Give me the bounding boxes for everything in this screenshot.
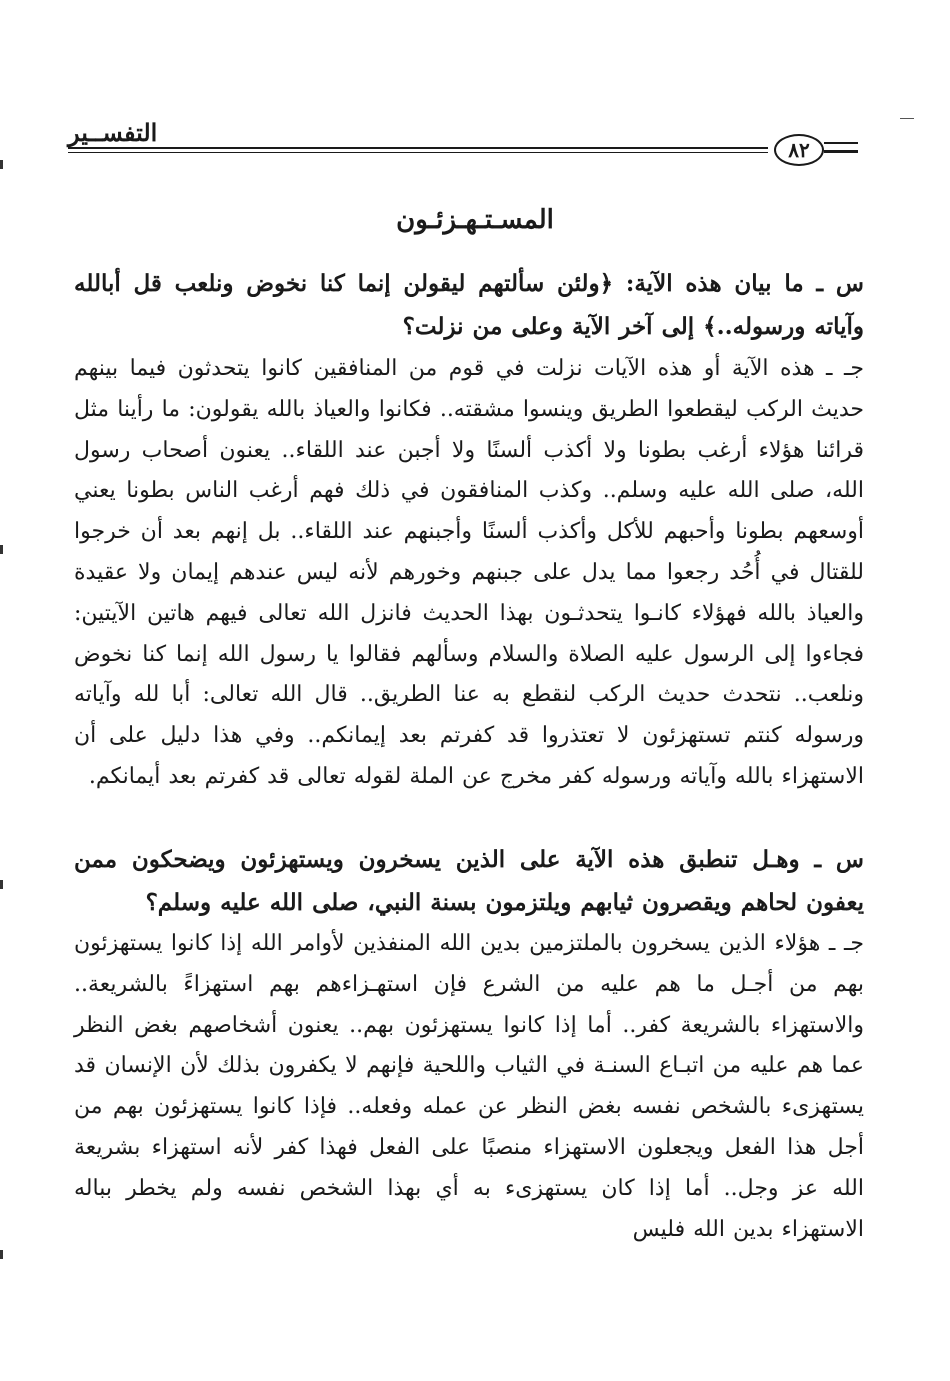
question-2: س ـ وهـل تنطبق هذه الآية على الذين يسخرون ويستهزئون ويضحكون ممن يعفون لحاهم ويقصرون ثيابهم ويلتزمون بسنة النبي، صلى الله عليه وسلم؟ [74, 846, 864, 916]
header-ornament-line-thick [824, 150, 858, 153]
answer-1: جـ ـ هذه الآية أو هذه الآيات نزلت في قوم من المنافقين كانوا يتحدثون فيما بينهم حديث الركب ليقطعوا الطريق وينسوا مشقته.. فكانوا والعياذ بالله يقولون: ما رأينا مثل قرائنا هؤلاء أرغب بطونا ولا أكذب ألسنًا ولا أجبن عند اللقاء.. يعنون أصحاب رسول الله، صلى الله عليه وسلم.. وكذب المنافقون في ذلك فهم أرغب الناس بطونا يعني أوسعهم بطونا وأحبهم للأكل وأكذب ألسنًا وأجبنهم عند اللقاء.. بل إنهم بعد أن خرجوا للقتال في أُحُد رجعوا مما يدل على جبنهم وخورهم لأنه ليس عندهم إيمان ولا عقيدة والعياذ بالله فهؤلاء كانـوا يتحدثـون بهذا الحديث فانزل الله تعالى فيهم هاتين الآيتين: فجاءوا إلى الرسول عليه الصلاة والسلام وسألهم فقالوا يا رسول الله إنما كنا نخوض ونلعب.. نتحدث حديث الركب لنقطع به عنا الطريق.. قال الله تعالى: أبا لله وآياته ورسوله كنتم تستهزئون لا تعتذروا قد كفرتم بعد إيمانكم.. وفي هذا دليل على أن الاستهزاء بالله وآياته ورسوله كفر مخرج عن الملة لقوله تعالى قد كفرتم بعد أيمانكم. [74, 356, 864, 789]
header-rule-thin [68, 152, 768, 153]
scan-corner-mark [900, 118, 914, 119]
scan-margin-mark [0, 545, 3, 554]
scan-margin-mark [0, 1250, 3, 1259]
scan-margin-mark [0, 160, 3, 169]
page-header [68, 118, 858, 168]
header-ornament-line [824, 142, 858, 144]
header-rule [68, 147, 768, 149]
question-1: س ـ ما بيان هذه الآية: ﴿ولئن سألتهم ليقولن إنما كنا نخوض ونلعب قل أبالله وآياته ورسوله..﴾ إلى آخر الآية وعلى من نزلت؟ [74, 270, 864, 340]
answer-2: جـ ـ هؤلاء الذين يسخرون بالملتزمين بدين الله المنفذين لأوامر الله إذا كانوا يستهزئون بهم من أجـل ما هم عليه من الشرع فإن استهـزاءهم بهم استهزاءً بالشريعة.. والاستهزاء بالشريعة كفر.. أما إذا كانوا يستهزئون بهم.. يعنون أشخاصهم بغض النظر عما هم عليه من اتبـاع السنـة في الثياب واللحية فإنهم لا يكفرون بذلك لأن الإنسان قد يستهزىء بالشخص نفسه بغض النظر عن عمله وفعله.. فإذا كانوا يستهزئون بهم من أجل هذا الفعل ويجعلون الاستهزاء منصبًا على الفعل فهذا كفر لأنه استهزاء بشريعة الله عز وجل.. أما إذا كان يستهزىء به أي بهذا الشخص نفسه ولم يخطر بباله الاستهزاء بدين الله فليس [74, 931, 864, 1242]
running-title: التفســير [68, 118, 158, 147]
scan-margin-mark [0, 880, 3, 889]
section-title: المسـتـهـزئـون [396, 205, 554, 235]
page-number: ٨٢ [774, 134, 824, 166]
